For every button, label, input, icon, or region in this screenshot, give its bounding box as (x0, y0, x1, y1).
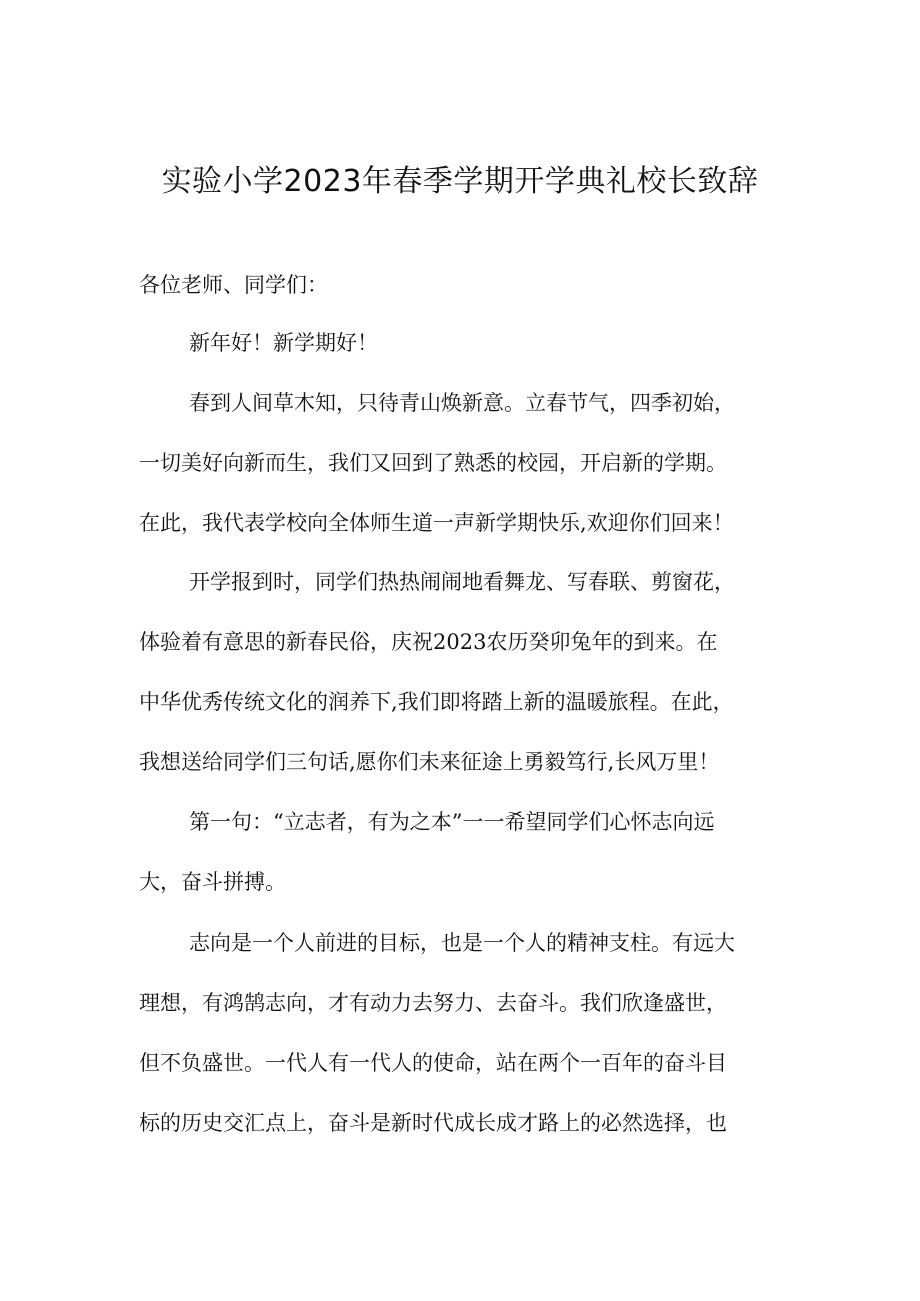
document-title: 实验小学2023年春季学期开学典礼校长致辞 (161, 164, 759, 199)
salutation: 各位老师、同学们： (139, 273, 328, 297)
paragraph-line: 春到人间草木知，只待青山焕新意。立春节气，四季初始， (189, 391, 735, 415)
paragraph-line: 在此，我代表学校向全体师生道一声新学期快乐,欢迎你们回来！ (139, 511, 734, 535)
paragraph-line: 开学报到时，同学们热热闹闹地看舞龙、写春联、剪窗花， (189, 570, 735, 594)
paragraph-line: 第一句：“立志者，有为之本”一一希望同学们心怀志向远 (189, 810, 715, 834)
paragraph-line: 理想，有鸿鹄志向，才有动力去努力、去奋斗。我们欣逢盛世， (139, 991, 727, 1015)
paragraph-line: 标的历史交汇点上，奋斗是新时代成长成才路上的必然选择，也 (139, 1111, 727, 1135)
paragraph-line: 我想送给同学们三句话,愿你们未来征途上勇毅笃行,长风万里！ (139, 750, 720, 774)
paragraph-line: 大，奋斗拼搏。 (139, 870, 286, 894)
paragraph-line: 体验着有意思的新春民俗，庆祝2023农历癸卯兔年的到来。在 (139, 630, 718, 654)
paragraph-line: 一切美好向新而生，我们又回到了熟悉的校园，开启新的学期。 (139, 451, 727, 475)
paragraph-line: 志向是一个人前进的目标，也是一个人的精神支柱。有远大 (189, 931, 735, 955)
paragraph-line: 但不负盛世。一代人有一代人的使命，站在两个一百年的奋斗目 (139, 1051, 727, 1075)
greeting: 新年好！新学期好！ (189, 331, 378, 355)
paragraph-line: 中华优秀传统文化的润养下,我们即将踏上新的温暖旅程。在此， (139, 690, 734, 714)
